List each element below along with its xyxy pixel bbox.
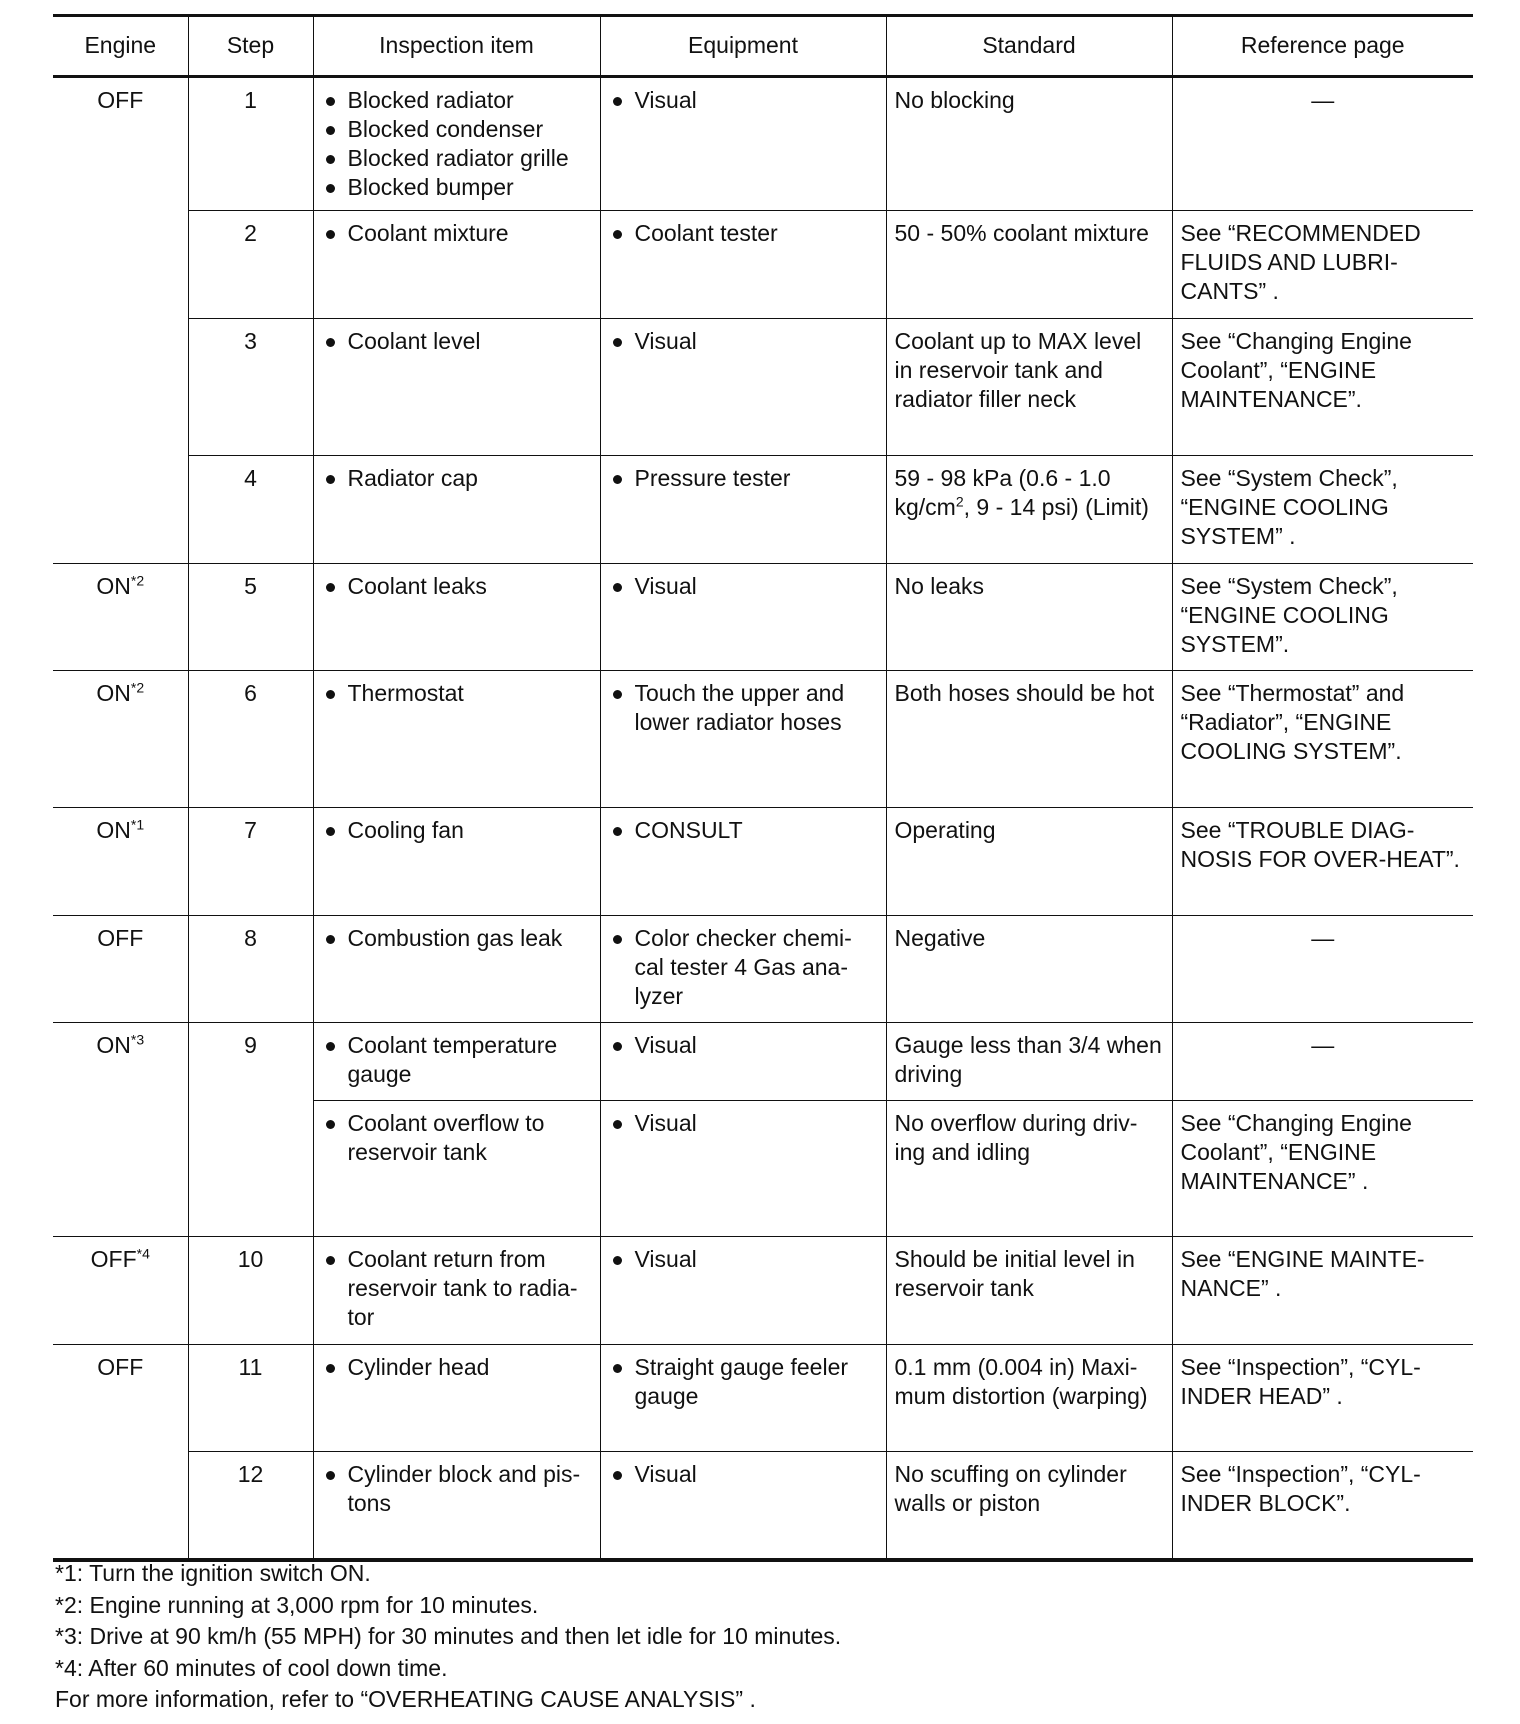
inspection-item: Cylinder head — [322, 1353, 592, 1382]
reference-text: See “RECOMMENDED FLUIDS AND LUBRI-CANTS” . — [1180, 220, 1421, 304]
equipment-item: Coolant tester — [609, 219, 878, 248]
step-cell: 11 — [188, 1345, 313, 1452]
header-equipment: Equipment — [600, 16, 886, 77]
reference-cell — [1172, 211, 1473, 319]
step-cell: 5 — [188, 564, 313, 671]
inspection-item: Cylinder block and pis-tons — [322, 1460, 592, 1518]
footnote: *2: Engine running at 3,000 rpm for 10 minutes. — [55, 1591, 539, 1618]
footnotes — [55, 1558, 841, 1716]
inspection-item: Cooling fan — [322, 816, 592, 845]
header-step: Step — [188, 16, 313, 77]
engine-state: ON — [96, 680, 131, 706]
inspection-item: Coolant level — [322, 327, 592, 356]
table-row — [53, 1345, 1473, 1452]
inspection-item: Blocked radiator grille — [322, 144, 592, 173]
engine-state: OFF — [97, 1354, 144, 1380]
footnote: *1: Turn the ignition switch ON. — [55, 1560, 371, 1586]
equipment-item: CONSULT — [609, 816, 878, 845]
equipment-item: Visual — [609, 1245, 878, 1274]
reference-cell — [1172, 1023, 1473, 1101]
table-row — [53, 1023, 1473, 1101]
step-cell: 3 — [188, 319, 313, 456]
engine-cell — [53, 916, 188, 1023]
equipment-cell — [600, 564, 886, 671]
inspection-item: Blocked condenser — [322, 115, 592, 144]
inspection-item-cell — [313, 808, 600, 916]
reference-text: See “Thermostat” and “Radiator”, “ENGINE COOLING SYSTEM”. — [1180, 680, 1405, 764]
inspection-item-cell — [313, 1101, 600, 1237]
reference-text: See “TROUBLE DIAG-NOSIS FOR OVER-HEAT”. — [1180, 817, 1460, 872]
engine-state: ON — [96, 1032, 131, 1058]
inspection-item-cell — [313, 1237, 600, 1345]
engine-state: OFF — [97, 925, 144, 951]
equipment-cell — [600, 671, 886, 808]
table-row — [53, 916, 1473, 1023]
inspection-item: Coolant overflow to reservoir tank — [322, 1109, 592, 1167]
equipment-item: Touch the upper and lower radiator hoses — [609, 679, 878, 737]
equipment-cell — [600, 1345, 886, 1452]
header-reference-page: Reference page — [1172, 16, 1473, 77]
header-standard: Standard — [886, 16, 1172, 77]
inspection-item-cell — [313, 916, 600, 1023]
table-row — [53, 671, 1473, 808]
engine-cell — [53, 671, 188, 808]
engine-note-marker: *1 — [130, 816, 145, 833]
equipment-cell — [600, 211, 886, 319]
reference-cell — [1172, 1345, 1473, 1452]
inspection-item-cell — [313, 564, 600, 671]
step-cell: 10 — [188, 1237, 313, 1345]
inspection-item-cell — [313, 77, 600, 211]
step-cell: 9 — [188, 1023, 313, 1237]
engine-cell — [53, 1345, 188, 1560]
table-body — [53, 77, 1473, 1560]
equipment-cell — [600, 808, 886, 916]
equipment-item: Straight gauge feeler gauge — [609, 1353, 878, 1411]
engine-state: OFF — [90, 1246, 137, 1272]
standard-cell: 0.1 mm (0.004 in) Maxi-mum distortion (warping) — [886, 1345, 1172, 1452]
step-cell: 8 — [188, 916, 313, 1023]
inspection-item-cell — [313, 1345, 600, 1452]
engine-note-marker: *4 — [136, 1245, 150, 1262]
step-cell: 2 — [188, 211, 313, 319]
standard-cell: No blocking — [886, 77, 1172, 211]
standard-cell: 50 - 50% coolant mixture — [886, 211, 1172, 319]
inspection-item: Combustion gas leak — [322, 924, 592, 953]
engine-note-marker: *2 — [130, 679, 145, 696]
standard-cell: Should be initial level in reservoir tank — [886, 1237, 1172, 1345]
inspection-item: Coolant return from reservoir tank to radia-tor — [322, 1245, 592, 1332]
engine-cell — [53, 77, 188, 564]
inspection-item-cell — [313, 211, 600, 319]
standard-cell: Both hoses should be hot — [886, 671, 1172, 808]
standard-cell: No overflow during driv-ing and idling — [886, 1101, 1172, 1237]
equipment-cell — [600, 319, 886, 456]
equipment-item: Visual — [609, 1031, 878, 1060]
equipment-cell — [600, 456, 886, 564]
inspection-item: Thermostat — [322, 679, 592, 708]
inspection-item-cell — [313, 1023, 600, 1101]
engine-note-marker: *2 — [130, 572, 145, 589]
inspection-item-cell — [313, 671, 600, 808]
equipment-item: Color checker chemi-cal tester 4 Gas ana-lyzer — [609, 924, 878, 1011]
reference-cell — [1172, 808, 1473, 916]
equipment-cell — [600, 1101, 886, 1237]
equipment-cell — [600, 77, 886, 211]
standard-cell: Negative — [886, 916, 1172, 1023]
reference-text: See “ENGINE MAINTE-NANCE” . — [1180, 1246, 1425, 1301]
engine-note-marker: *3 — [130, 1031, 145, 1048]
equipment-item: Visual — [609, 572, 878, 601]
inspection-item: Coolant temperature gauge — [322, 1031, 592, 1089]
table-row — [53, 1237, 1473, 1345]
reference-text: — — [1311, 1032, 1335, 1058]
reference-cell — [1172, 456, 1473, 564]
standard-cell: No leaks — [886, 564, 1172, 671]
reference-cell — [1172, 564, 1473, 671]
reference-text: — — [1311, 87, 1335, 113]
inspection-item: Blocked bumper — [322, 173, 592, 202]
table-header — [53, 16, 1473, 77]
step-cell: 6 — [188, 671, 313, 808]
table-row — [53, 808, 1473, 916]
equipment-item: Visual — [609, 86, 878, 115]
inspection-item: Radiator cap — [322, 464, 592, 493]
footnote: *4: After 60 minutes of cool down time. — [55, 1654, 448, 1681]
reference-text: See “Inspection”, “CYL-INDER BLOCK”. — [1180, 1461, 1421, 1516]
inspection-item-cell — [313, 319, 600, 456]
step-cell: 4 — [188, 456, 313, 564]
standard-cell: Gauge less than 3/4 when driving — [886, 1023, 1172, 1101]
engine-state: ON — [96, 817, 131, 843]
inspection-item: Coolant mixture — [322, 219, 592, 248]
reference-text: See “Inspection”, “CYL-INDER HEAD” . — [1180, 1354, 1421, 1409]
engine-cell — [53, 1237, 188, 1345]
equipment-cell — [600, 1237, 886, 1345]
table-row — [53, 211, 1473, 319]
reference-text: See “System Check”, “ENGINE COOLING SYSTEM” . — [1180, 465, 1398, 549]
table-row — [53, 319, 1473, 456]
reference-cell — [1172, 1101, 1473, 1237]
standard-cell: 59 - 98 kPa (0.6 - 1.0 $kg/cm^2$, 9 - 14 psi) (Limit) — [886, 456, 1172, 564]
step-cell: 12 — [188, 1452, 313, 1560]
header-inspection-item: Inspection item — [313, 16, 600, 77]
reference-cell — [1172, 1452, 1473, 1560]
equipment-cell — [600, 916, 886, 1023]
equipment-item: Visual — [609, 327, 878, 356]
inspection-item: Blocked radiator — [322, 86, 592, 115]
equipment-cell — [600, 1023, 886, 1101]
standard-cell: No scuffing on cylinder walls or piston — [886, 1452, 1172, 1560]
reference-cell — [1172, 1237, 1473, 1345]
reference-text: — — [1311, 925, 1335, 951]
equipment-item: Visual — [609, 1109, 878, 1138]
engine-state: OFF — [97, 87, 144, 113]
engine-cell — [53, 808, 188, 916]
reference-text: See “Changing Engine Coolant”, “ENGINE MAINTENANCE” . — [1180, 1110, 1412, 1194]
standard-cell: Coolant up to MAX level in reservoir tank and radiator filler neck — [886, 319, 1172, 456]
inspection-item: Coolant leaks — [322, 572, 592, 601]
engine-cell — [53, 564, 188, 671]
footnote: *3: Drive at 90 km/h (55 MPH) for 30 minutes and then let idle for 10 minutes. — [55, 1623, 842, 1649]
engine-cell — [53, 1023, 188, 1237]
reference-text: See “System Check”, “ENGINE COOLING SYSTEM”. — [1180, 573, 1398, 657]
equipment-cell — [600, 1452, 886, 1560]
reference-cell — [1172, 671, 1473, 808]
table-row — [53, 77, 1473, 211]
equipment-item: Pressure tester — [609, 464, 878, 493]
inspection-item-cell — [313, 1452, 600, 1560]
table-row — [53, 456, 1473, 564]
equipment-item: Visual — [609, 1460, 878, 1489]
standard-cell: Operating — [886, 808, 1172, 916]
engine-state: ON — [96, 573, 131, 599]
table-row — [53, 1452, 1473, 1560]
reference-cell — [1172, 77, 1473, 211]
step-cell: 7 — [188, 808, 313, 916]
more-info-note: For more information, refer to “OVERHEATING CAUSE ANALYSIS” . — [55, 1686, 756, 1712]
inspection-item-cell — [313, 456, 600, 564]
reference-text: See “Changing Engine Coolant”, “ENGINE MAINTENANCE”. — [1180, 328, 1412, 412]
inspection-table — [53, 14, 1473, 1562]
table-row — [53, 564, 1473, 671]
header-engine: Engine — [53, 16, 188, 77]
step-cell: 1 — [188, 77, 313, 211]
reference-cell — [1172, 319, 1473, 456]
reference-cell — [1172, 916, 1473, 1023]
